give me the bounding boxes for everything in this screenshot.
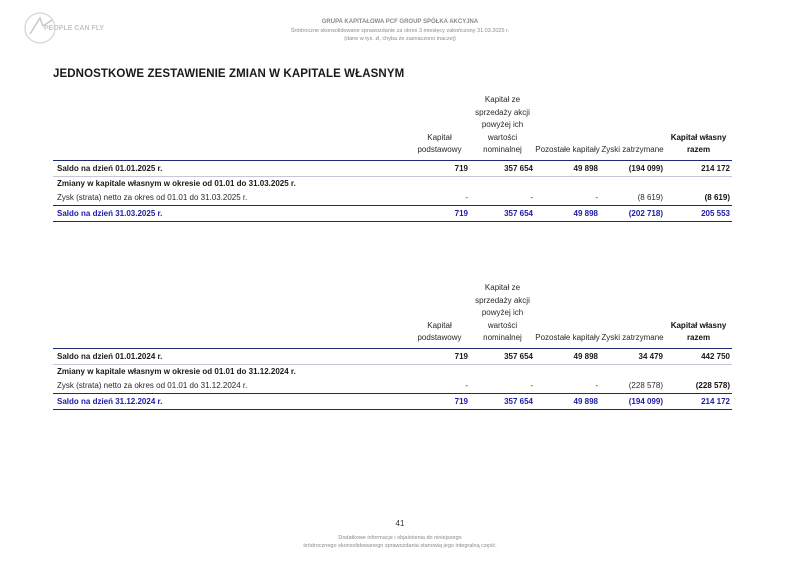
page-title: JEDNOSTKOWE ZESTAWIENIE ZMIAN W KAPITALE WŁASNYM (53, 68, 405, 80)
cell-value: - (530, 381, 533, 390)
cell-value: 214 172 (665, 393, 732, 409)
units-note: (dane w tys. zł, chyba że zaznaczono inaczej) (344, 36, 456, 42)
col-share-capital: Kapitał podstawowy (417, 320, 462, 342)
cell-value: (228 578) (628, 381, 663, 390)
section-heading-row (53, 176, 732, 191)
cell-value: 205 553 (665, 205, 732, 221)
cell-value: 49 898 (535, 348, 600, 364)
table-header-row (53, 94, 732, 160)
cell-value: - (465, 193, 468, 202)
cell-value: 719 (409, 205, 470, 221)
table-header-row (53, 282, 732, 348)
col-share-capital: Kapitał podstawowy (417, 132, 462, 154)
row-label: Saldo na dzień 01.01.2025 r. (53, 160, 409, 176)
net-result-row (53, 379, 732, 394)
cell-value: (202 718) (600, 205, 665, 221)
company-name: GRUPA KAPITAŁOWA PCF GROUP SPÓŁKA AKCYJNA (321, 19, 479, 25)
col-share-premium: Kapitał ze sprzedaży akcji powyżej ich wartości nominalnej (475, 283, 530, 342)
section-heading-row (53, 364, 732, 379)
col-total-equity: Kapitał własny razem (670, 320, 727, 342)
cell-value: 357 654 (470, 205, 535, 221)
footer-note-line2: śródrocznego skonsolidowanego sprawozdania stanowią jego integralną część. (303, 543, 497, 549)
section-label: Zmiany w kapitale własnym w okresie od 01.01 do 31.12.2024 r. (53, 364, 732, 379)
cell-value: 442 750 (665, 348, 732, 364)
equity-changes-table-2024 (53, 282, 732, 410)
col-retained-earnings: Zyski zatrzymane (601, 145, 664, 154)
cell-value: (8 619) (704, 193, 730, 202)
closing-balance-row (53, 393, 732, 409)
cell-value: (194 099) (600, 160, 665, 176)
cell-value: - (465, 381, 468, 390)
report-subtitle: Śródroczne skonsolidowane sprawozdanie za okres 3 miesięcy zakończony 31.03.2025 r. (290, 28, 510, 34)
cell-value: 719 (409, 393, 470, 409)
cell-value: (194 099) (600, 393, 665, 409)
row-label: Saldo na dzień 31.12.2024 r. (53, 393, 409, 409)
cell-value: 719 (409, 348, 470, 364)
cell-value: 214 172 (665, 160, 732, 176)
equity-changes-table-2025 (53, 94, 732, 222)
cell-value: 49 898 (535, 160, 600, 176)
col-share-premium: Kapitał ze sprzedaży akcji powyżej ich wartości nominalnej (475, 95, 530, 154)
opening-balance-row (53, 160, 732, 176)
section-label: Zmiany w kapitale własnym w okresie od 01.01 do 31.03.2025 r. (53, 176, 732, 191)
net-result-row (53, 191, 732, 206)
cell-value: 357 654 (470, 160, 535, 176)
opening-balance-row (53, 348, 732, 364)
cell-value: 357 654 (470, 348, 535, 364)
header-empty (53, 94, 409, 160)
header-empty (53, 282, 409, 348)
cell-value: (228 578) (695, 381, 730, 390)
cell-value: - (595, 193, 598, 202)
cell-value: 49 898 (535, 393, 600, 409)
row-label: Zysk (strata) netto za okres od 01.01 do 31.03.2025 r. (57, 193, 248, 202)
col-other-capital: Pozostałe kapitały (535, 333, 600, 342)
col-total-equity: Kapitał własny razem (670, 132, 727, 154)
col-retained-earnings: Zyski zatrzymane (601, 333, 664, 342)
col-other-capital: Pozostałe kapitały (535, 145, 600, 154)
cell-value: (8 619) (637, 193, 663, 202)
logo-text: PEOPLE CAN FLY (44, 25, 105, 32)
row-label: Saldo na dzień 31.03.2025 r. (53, 205, 409, 221)
cell-value: 34 479 (600, 348, 665, 364)
cell-value: - (595, 381, 598, 390)
cell-value: - (530, 193, 533, 202)
closing-balance-row (53, 205, 732, 221)
cell-value: 357 654 (470, 393, 535, 409)
row-label: Saldo na dzień 01.01.2024 r. (53, 348, 409, 364)
cell-value: 49 898 (535, 205, 600, 221)
cell-value: 719 (409, 160, 470, 176)
page-number: 41 (395, 519, 405, 528)
footer-note-line1: Dodatkowe informacje i objaśnienia do niniejszego (338, 535, 462, 541)
row-label: Zysk (strata) netto za okres od 01.01 do 31.12.2024 r. (57, 381, 248, 390)
